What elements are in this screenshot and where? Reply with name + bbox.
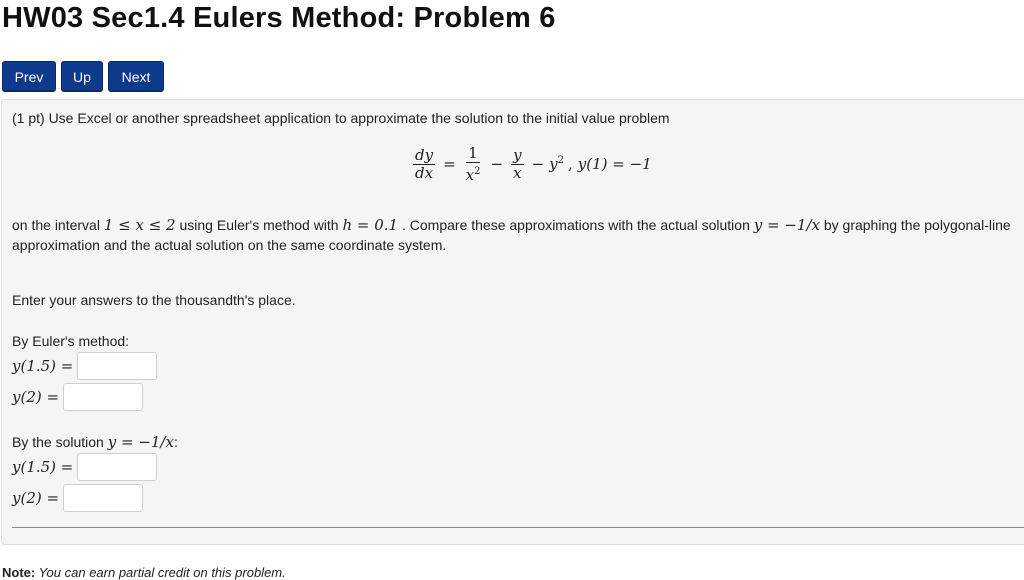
prev-button[interactable]: Prev bbox=[2, 61, 56, 92]
problem-body bbox=[1, 99, 1024, 545]
exact-y2-label: y(2) = bbox=[12, 489, 60, 507]
interval-statement-line2: approximation and the actual solution on the same coordinate system. bbox=[12, 237, 447, 253]
euler-heading: By Euler's method: bbox=[12, 333, 130, 349]
problem-navigation bbox=[2, 61, 164, 92]
page-title: HW03 Sec1.4 Eulers Method: Problem 6 bbox=[2, 2, 556, 34]
partial-credit-note: Note: You can earn partial credit on this problem. bbox=[2, 565, 286, 580]
one-over-x-squared: $\frac{1}{x^2}$ bbox=[465, 143, 481, 184]
exact-y15-label: y(1.5) = bbox=[12, 458, 74, 476]
exact-y2-input[interactable] bbox=[63, 484, 143, 512]
euler-y2-input[interactable] bbox=[63, 383, 143, 411]
euler-y15-label: y(1.5) = bbox=[12, 357, 74, 375]
interval-statement: on the interval 1 ≤ x ≤ 2 using Euler's method with h = 0.1 . Compare these approximations with the actual solution y = −1/x by graphing the polygonal-line bbox=[12, 216, 1011, 234]
euler-y2-row bbox=[12, 383, 143, 411]
solution-heading: By the solution y = −1/x: bbox=[12, 433, 178, 451]
dy-dx-fraction: $\frac{dy}{dx}$ bbox=[415, 145, 434, 182]
section-divider bbox=[12, 527, 1024, 528]
up-button[interactable]: Up bbox=[61, 61, 103, 92]
y-over-x: $\frac{y}{x}$ bbox=[513, 145, 522, 182]
euler-y15-row bbox=[12, 352, 157, 380]
problem-intro: (1 pt) Use Excel or another spreadsheet application to approximate the solution to the initial value problem bbox=[12, 110, 670, 126]
differential-equation: $\frac{dy}{dx}$ = $\frac{1}{x^2}$ − $\frac{y}{x}$ − $y^2$ , y(1) = −1 bbox=[415, 143, 652, 184]
exact-y2-row bbox=[12, 484, 143, 512]
precision-instruction: Enter your answers to the thousandth's place. bbox=[12, 292, 296, 308]
initial-condition: y(1) = −1 bbox=[577, 155, 652, 173]
exact-y15-row bbox=[12, 453, 157, 481]
next-button[interactable]: Next bbox=[108, 61, 164, 92]
exact-y15-input[interactable] bbox=[77, 453, 157, 481]
euler-y15-input[interactable] bbox=[77, 352, 157, 380]
euler-y2-label: y(2) = bbox=[12, 388, 60, 406]
